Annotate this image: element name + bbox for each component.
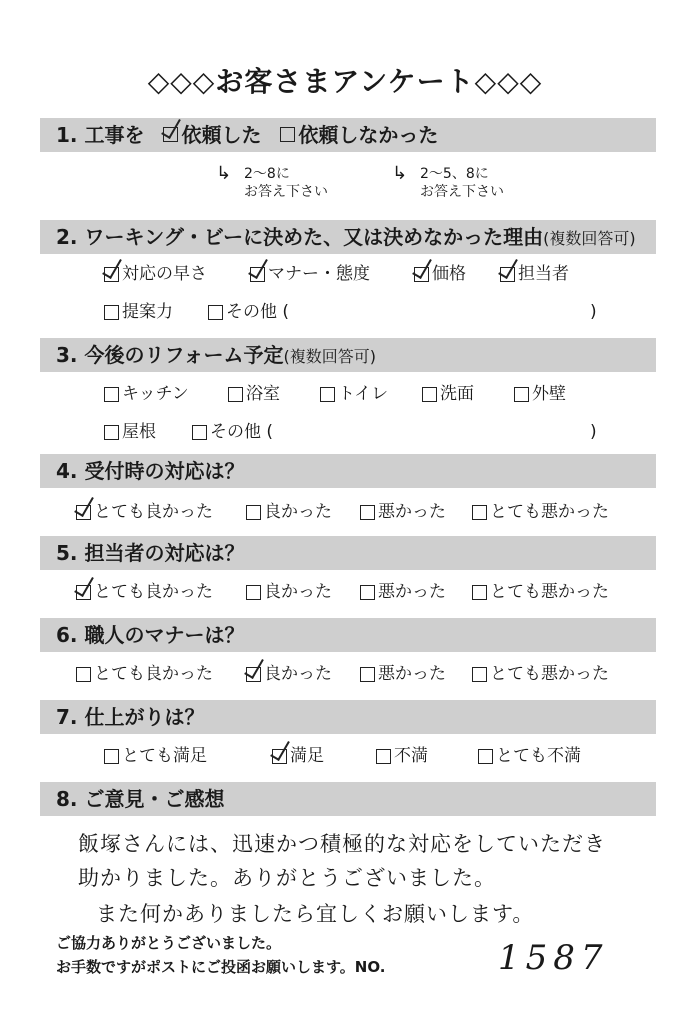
q2-option[interactable]: 担当者 [500, 262, 569, 286]
checkbox-icon[interactable] [246, 585, 261, 600]
checkbox-icon[interactable] [422, 387, 437, 402]
q1-header [40, 118, 656, 152]
q6-row [0, 662, 690, 686]
footer-instructions: お手数ですがポストにご投函お願いします。NO. [56, 958, 386, 976]
q6-option[interactable]: とても良かった [76, 662, 213, 686]
checkbox-icon[interactable] [472, 505, 487, 520]
q2-close-paren: ) [590, 302, 597, 322]
checkbox-checked-icon[interactable] [76, 505, 91, 520]
q5-option[interactable]: とても悪かった [472, 580, 609, 604]
q5-label: 5. 担当者の対応は？ [56, 541, 245, 565]
checkbox-icon[interactable] [104, 749, 119, 764]
q5-row [0, 580, 690, 604]
q3-header [40, 338, 656, 372]
footer-thanks: ご協力ありがとうございました。 [56, 934, 282, 952]
checkbox-icon[interactable] [104, 305, 119, 320]
checkbox-checked-icon[interactable] [250, 267, 265, 282]
q3-option[interactable]: 外壁 [514, 382, 566, 406]
checkbox-icon[interactable] [280, 127, 295, 142]
checkbox-checked-icon[interactable] [104, 267, 119, 282]
q2-option[interactable]: マナー・態度 [250, 262, 370, 286]
q2-row-2 [0, 300, 690, 324]
checkbox-icon[interactable] [246, 505, 261, 520]
q7-option[interactable]: とても満足 [104, 744, 207, 768]
checkbox-icon[interactable] [360, 585, 375, 600]
checkbox-icon[interactable] [514, 387, 529, 402]
q2-option-other[interactable]: その他 ( [208, 300, 289, 324]
q4-option[interactable]: とても良かった [76, 500, 213, 524]
q3-label: 3. 今後のリフォーム予定 [56, 343, 284, 367]
q3-sub: (複数回答可) [283, 347, 376, 366]
q5-option[interactable]: 良かった [246, 580, 332, 604]
q4-row [0, 500, 690, 524]
checkbox-icon[interactable] [376, 749, 391, 764]
q7-option[interactable]: とても不満 [478, 744, 581, 768]
q7-row [0, 744, 690, 768]
comment-line-1: 飯塚さんには、迅速かつ積極的な対応をしていただき [78, 832, 606, 856]
arrow-icon: ↳ [392, 163, 408, 184]
q3-option[interactable]: キッチン [104, 382, 189, 406]
q2-option[interactable]: 価格 [414, 262, 466, 286]
q4-header [40, 454, 656, 488]
checkbox-icon[interactable] [472, 667, 487, 682]
q1-option-requested[interactable]: 依頼した [163, 118, 261, 152]
checkbox-checked-icon[interactable] [414, 267, 429, 282]
checkbox-icon[interactable] [192, 425, 207, 440]
checkbox-icon[interactable] [360, 505, 375, 520]
q3-option-other[interactable]: その他 ( [192, 420, 273, 444]
comment-line-2: 助かりました。ありがとうございました。 [78, 866, 496, 890]
q6-header [40, 618, 656, 652]
q8-label: 8. ご意見・ご感想 [56, 787, 225, 811]
q8-header [40, 782, 656, 816]
checkbox-icon[interactable] [320, 387, 335, 402]
checkbox-checked-icon[interactable] [246, 667, 261, 682]
q7-label: 7. 仕上がりは？ [56, 705, 205, 729]
q1-label: 1. 工事を [56, 123, 145, 147]
q2-header [40, 220, 656, 254]
checkbox-checked-icon[interactable] [76, 585, 91, 600]
q7-option[interactable]: 不満 [376, 744, 428, 768]
checkbox-icon[interactable] [208, 305, 223, 320]
q7-option[interactable]: 満足 [272, 744, 324, 768]
q1-note-not-requested: ↳ 2〜5、8に お答え下さい [392, 163, 504, 200]
q3-option[interactable]: 屋根 [104, 420, 156, 444]
q3-option[interactable]: 洗面 [422, 382, 474, 406]
q3-row-1 [0, 382, 690, 406]
checkbox-checked-icon[interactable] [163, 127, 178, 142]
checkbox-icon[interactable] [104, 425, 119, 440]
q3-option[interactable]: トイレ [320, 382, 388, 406]
q6-option[interactable]: 良かった [246, 662, 332, 686]
checkbox-icon[interactable] [228, 387, 243, 402]
q3-option[interactable]: 浴室 [228, 382, 280, 406]
q3-close-paren: ) [590, 422, 597, 442]
q4-option[interactable]: 悪かった [360, 500, 446, 524]
survey-title: ◇◇◇お客さまアンケート◇◇◇ [147, 65, 543, 98]
checkbox-checked-icon[interactable] [272, 749, 287, 764]
q2-option[interactable]: 対応の早さ [104, 262, 207, 286]
q7-header [40, 700, 656, 734]
comment-line-3: また何かありましたら宜しくお願いします。 [96, 902, 535, 926]
q2-label: 2. ワーキング・ビーに決めた、又は決めなかった理由 [56, 225, 544, 249]
q2-row-1 [0, 262, 690, 286]
q4-option[interactable]: 良かった [246, 500, 332, 524]
checkbox-icon[interactable] [76, 667, 91, 682]
q2-sub: (複数回答可) [543, 229, 636, 248]
checkbox-checked-icon[interactable] [500, 267, 515, 282]
checkbox-icon[interactable] [478, 749, 493, 764]
q5-header [40, 536, 656, 570]
q1-note-requested: ↳ 2〜8に お答え下さい [216, 163, 328, 200]
q6-label: 6. 職人のマナーは？ [56, 623, 245, 647]
q3-row-2 [0, 420, 690, 444]
survey-number: 1587 [498, 938, 609, 978]
q6-option[interactable]: とても悪かった [472, 662, 609, 686]
q4-option[interactable]: とても悪かった [472, 500, 609, 524]
checkbox-icon[interactable] [360, 667, 375, 682]
q6-option[interactable]: 悪かった [360, 662, 446, 686]
checkbox-icon[interactable] [104, 387, 119, 402]
q5-option[interactable]: とても良かった [76, 580, 213, 604]
q1-option-not-requested[interactable]: 依頼しなかった [280, 118, 438, 152]
q2-option[interactable]: 提案力 [104, 300, 173, 324]
q5-option[interactable]: 悪かった [360, 580, 446, 604]
arrow-icon: ↳ [216, 163, 232, 184]
q4-label: 4. 受付時の対応は？ [56, 459, 245, 483]
checkbox-icon[interactable] [472, 585, 487, 600]
